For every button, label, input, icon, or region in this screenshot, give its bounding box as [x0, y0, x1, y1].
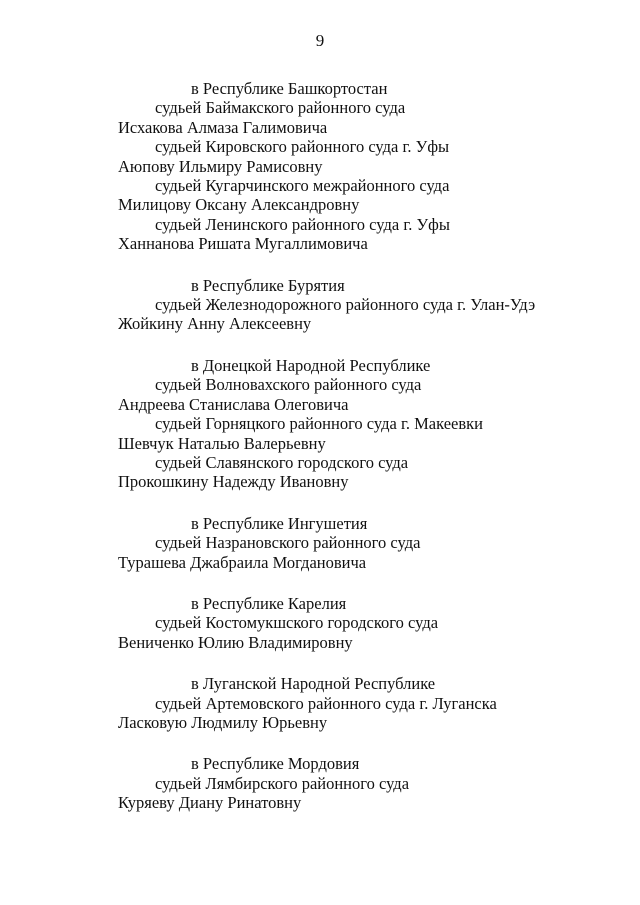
appointee-name: Милицову Оксану Александровну	[118, 195, 360, 215]
appointee-name: Шевчук Наталью Валерьевну	[118, 433, 326, 453]
court-position: судьей Лямбирского районного суда	[155, 773, 410, 793]
appointee-name: Ласковую Людмилу Юрьевну	[118, 712, 328, 732]
region-heading: в Республике Башкортостан	[191, 79, 388, 98]
court-position: судьей Волновахского районного суда	[155, 375, 422, 395]
region-section	[118, 276, 618, 334]
region-heading: в Республике Мордовия	[191, 754, 360, 774]
appointee-name: Андреева Станислава Олеговича	[118, 394, 349, 414]
court-position: судьей Ленинского районного суда г. Уфы	[155, 214, 450, 234]
appointee-name: Исхакова Алмаза Галимовича	[118, 117, 328, 137]
appointee-name: Ханнанова Ришата Мугаллимовича	[118, 234, 368, 254]
region-section	[118, 514, 618, 572]
region-section	[118, 79, 618, 254]
court-position: судьей Назрановского районного суда	[155, 533, 421, 553]
court-position: судьей Горняцкого районного суда г. Макеевки	[155, 414, 484, 434]
region-section	[118, 674, 618, 732]
court-position: судьей Баймакского районного суда	[155, 98, 406, 118]
region-heading: в Республике Ингушетия	[191, 513, 368, 533]
appointee-name: Вениченко Юлию Владимировну	[118, 632, 353, 652]
region-heading: в Республике Карелия	[191, 593, 347, 613]
appointee-name: Жойкину Анну Алексеевну	[118, 314, 312, 334]
page-number: 9	[315, 31, 325, 50]
region-heading: в Республике Бурятия	[191, 275, 345, 295]
region-section	[118, 754, 618, 812]
appointee-name: Аюпову Ильмиру Рамисовну	[118, 156, 323, 176]
court-position: судьей Кугарчинского межрайонного суда	[155, 176, 450, 196]
court-position: судьей Железнодорожного районного суда г. Улан-Удэ	[155, 295, 536, 315]
region-section	[118, 594, 618, 652]
region-section	[118, 356, 618, 492]
document-body	[118, 79, 618, 835]
court-position: судьей Костомукшского городского суда	[155, 613, 439, 633]
region-heading: в Донецкой Народной Республике	[191, 355, 431, 375]
region-heading: в Луганской Народной Республике	[191, 674, 436, 694]
court-position: судьей Кировского районного суда г. Уфы	[155, 137, 450, 157]
appointee-name: Прокошкину Надежду Ивановну	[118, 472, 349, 492]
court-position: судьей Артемовского районного суда г. Луганска	[155, 693, 497, 713]
appointee-name: Турашева Джабраила Могдановича	[118, 552, 367, 572]
court-position: судьей Славянского городского суда	[155, 452, 409, 472]
appointee-name: Куряеву Диану Ринатовну	[118, 793, 302, 813]
